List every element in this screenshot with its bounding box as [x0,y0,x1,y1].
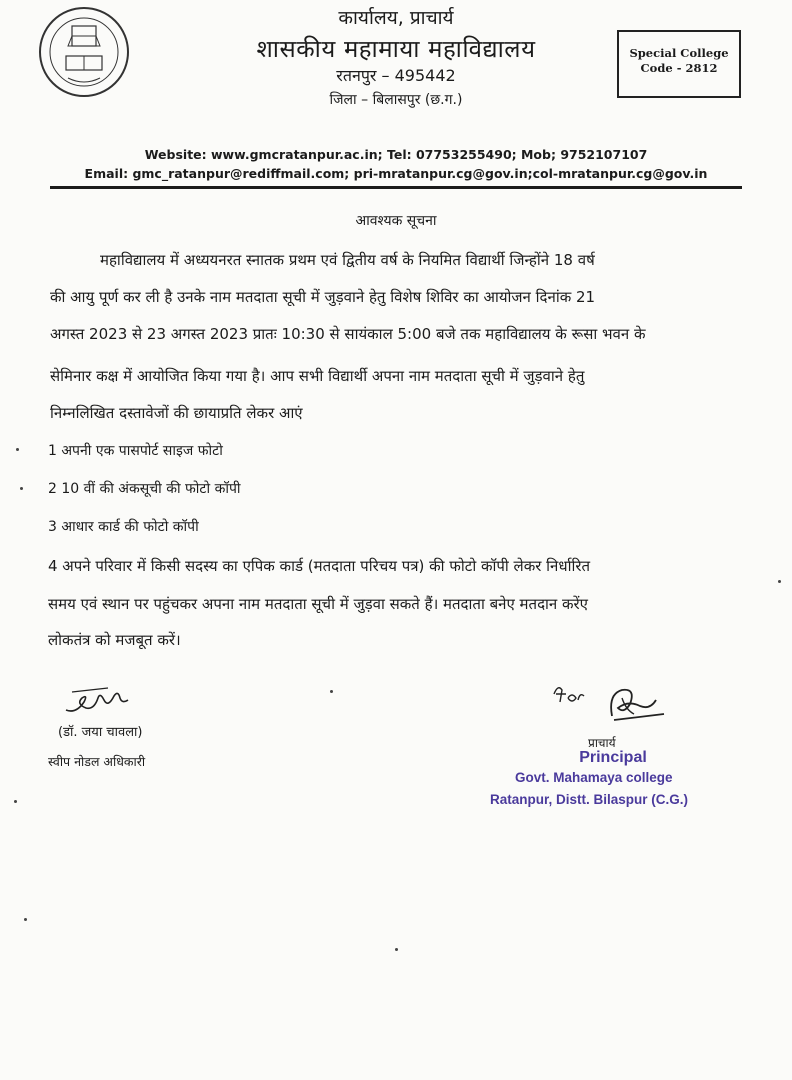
document-item-1: 1 अपनी एक पासपोर्ट साइज फोटो [48,443,223,459]
scan-speck [778,580,781,583]
notice-line-4: सेमिनार कक्ष में आयोजित किया गया है। आप सभी विद्यार्थी अपना नाम मतदाता सूची में जुड़वाने हेतु [50,367,585,385]
contact-website-line: Website: www.gmcratanpur.ac.in; Tel: 07753255490; Mob; 9752107107 [144,147,648,162]
scan-speck [24,918,27,921]
notice-line-3: अगस्त 2023 से 23 अगस्त 2023 प्रातः 10:30 से सायंकाल 5:00 बजे तक महाविद्यालय के रूसा भवन के [50,325,646,343]
scan-speck [395,948,398,951]
principal-stamp-title: Principal [579,749,647,766]
document-item-4-line1: 4 अपने परिवार में किसी सदस्य का एपिक कार्ड (मतदाता परिचय पत्र) की फोटो कॉपी लेकर निर्धारित [48,557,591,575]
notice-line-2: की आयु पूर्ण कर ली है उनके नाम मतदाता सूची में जुड़वाने हेतु विशेष शिविर का आयोजन दिनांक 21 [50,288,596,306]
principal-hindi-label: प्राचार्य [588,736,616,750]
scan-speck [330,690,333,693]
city-pincode: रतनपुर – 495442 [336,66,456,85]
scan-speck [14,800,17,803]
document-item-3: 3 आधार कार्ड की फोटो कॉपी [48,519,199,535]
code-box-line1: Special College [629,46,729,60]
notice-line-5: निम्नलिखित दस्तावेजों की छायाप्रति लेकर आएं [50,404,303,422]
nodal-officer-title: स्वीप नोडल अधिकारी [48,754,146,769]
scan-speck [16,448,19,451]
document-item-2: 2 10 वीं की अंकसूची की फोटो कॉपी [48,481,241,497]
college-name: शासकीय महामाया महाविद्यालय [256,35,536,63]
notice-line-1: महाविद्यालय में अध्ययनरत स्नातक प्रथम एवं द्वितीय वर्ष के नियमित विद्यार्थी जिन्होंने 18 वर्ष [100,251,595,269]
document-item-4-line3: लोकतंत्र को मजबूत करें। [48,631,181,649]
principal-stamp-address: Ratanpur, Distt. Bilaspur (C.G.) [490,792,689,807]
college-code-box [617,30,741,98]
code-box-line2: Code - 2812 [640,61,718,75]
principal-stamp-college: Govt. Mahamaya college [515,770,673,785]
notice-title: आवश्यक सूचना [355,213,437,229]
document-item-4-line2: समय एवं स्थान पर पहुंचकर अपना नाम मतदाता सूची में जुड़वा सकते हैं। मतदाता बनेए मतदान करेंए [48,595,588,613]
principal-signature [548,680,668,732]
scan-speck [20,487,23,490]
header-divider [50,186,742,189]
nodal-officer-name: (डॉ. जया चावला) [58,725,143,740]
district-line: जिला – बिलासपुर (छ.ग.) [329,92,463,108]
contact-email-line: Email: gmc_ratanpur@rediffmail.com; pri-mratanpur.cg@gov.in;col-mratanpur.cg@gov.in [84,166,708,181]
office-heading: कार्यालय, प्राचार्य [338,7,454,29]
nodal-officer-signature [62,684,134,718]
